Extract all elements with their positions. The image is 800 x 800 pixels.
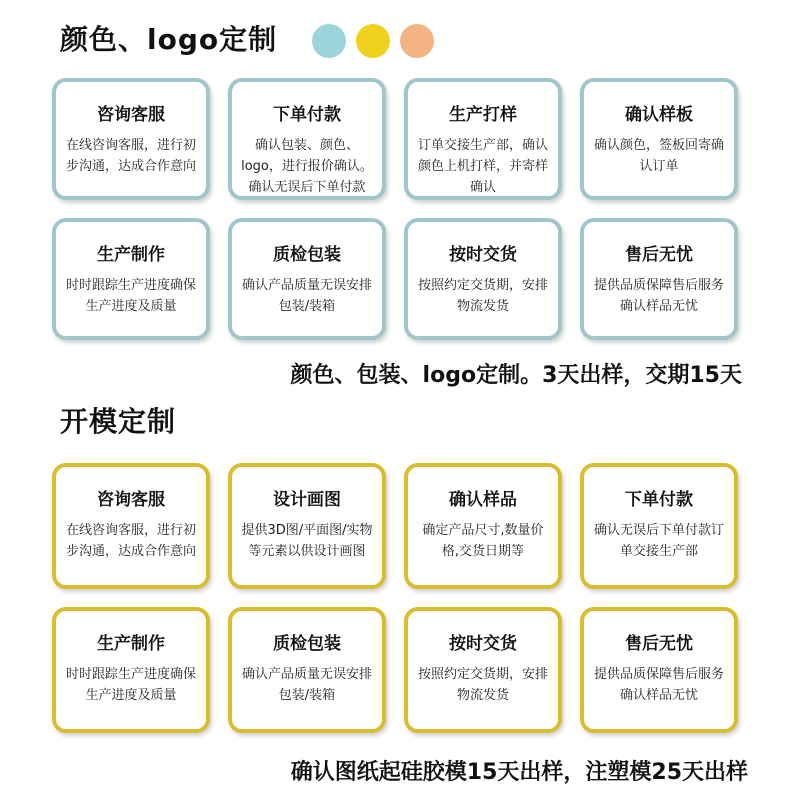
step-title: 按时交货: [449, 634, 517, 654]
step-title: 生产打样: [449, 105, 517, 125]
step-card: [580, 78, 738, 200]
step-desc: 确认无误后下单付款订单交接生产部: [593, 523, 724, 559]
process-grid-mold-custom: [52, 463, 752, 733]
step-card: [52, 78, 210, 200]
process-grid-logo-custom: [52, 78, 752, 340]
step-card: [404, 78, 562, 200]
step-title: 确认样品: [449, 490, 517, 510]
step-title: 咨询客服: [97, 490, 165, 510]
step-title: 确认样板: [625, 105, 693, 125]
step-desc: 按照约定交货期，安排物流发货: [417, 278, 548, 314]
step-card: [404, 463, 562, 589]
step-desc: 确认包装、颜色、logo，进行报价确认。确认无误后下单付款: [241, 138, 373, 195]
step-card: [228, 78, 386, 200]
step-card: [404, 607, 562, 733]
step-title: 质检包装: [273, 634, 341, 654]
step-title: 下单付款: [625, 490, 693, 510]
step-title: 生产制作: [97, 634, 165, 654]
step-card: [52, 463, 210, 589]
step-title: 咨询客服: [97, 105, 165, 125]
step-card: [228, 463, 386, 589]
step-desc: 按照约定交货期，安排物流发货: [417, 667, 548, 703]
section-note-mold-custom: 确认图纸起硅胶模15天出样，注塑模25天出样: [290, 760, 748, 785]
step-desc: 提供品质保障售后服务确认样品无忧: [593, 278, 724, 314]
step-title: 按时交货: [449, 245, 517, 265]
step-desc: 确认颜色，签板回寄确认订单: [593, 138, 724, 174]
step-desc: 时时跟踪生产进度确保生产进度及质量: [65, 667, 196, 703]
step-card: [580, 463, 738, 589]
step-desc: 提供品质保障售后服务确认样品无忧: [593, 667, 724, 703]
step-desc: 时时跟踪生产进度确保生产进度及质量: [65, 278, 196, 314]
step-title: 生产制作: [97, 245, 165, 265]
step-desc: 确认产品质量无误安排包装/装箱: [241, 278, 372, 314]
step-card: [580, 218, 738, 340]
step-card: [52, 607, 210, 733]
step-desc: 提供3D图/平面图/实物等元素以供设计画图: [241, 523, 373, 559]
step-title: 质检包装: [273, 245, 341, 265]
step-card: [52, 218, 210, 340]
step-desc: 确定产品尺寸,数量价格,交货日期等: [422, 523, 544, 559]
color-dot-orange: [400, 24, 434, 58]
step-title: 售后无忧: [625, 634, 693, 654]
step-title: 售后无忧: [625, 245, 693, 265]
step-card: [404, 218, 562, 340]
color-dot-yellow: [356, 24, 390, 58]
step-desc: 确认产品质量无误安排包装/装箱: [241, 667, 372, 703]
step-desc: 在线咨询客服，进行初步沟通，达成合作意向: [65, 138, 196, 174]
color-dot-blue: [312, 24, 346, 58]
step-title: 下单付款: [273, 105, 341, 125]
section-title-logo-custom: 颜色、logo定制: [60, 23, 278, 56]
section-note-logo-custom: 颜色、包装、logo定制。3天出样，交期15天: [290, 363, 742, 388]
section-title-mold-custom: 开模定制: [60, 405, 177, 438]
step-title: 设计画图: [273, 490, 341, 510]
step-card: [228, 607, 386, 733]
step-card: [228, 218, 386, 340]
step-desc: 在线咨询客服，进行初步沟通，达成合作意向: [65, 523, 196, 559]
step-desc: 订单交接生产部，确认颜色上机打样，并寄样确认: [417, 138, 548, 195]
step-card: [580, 607, 738, 733]
